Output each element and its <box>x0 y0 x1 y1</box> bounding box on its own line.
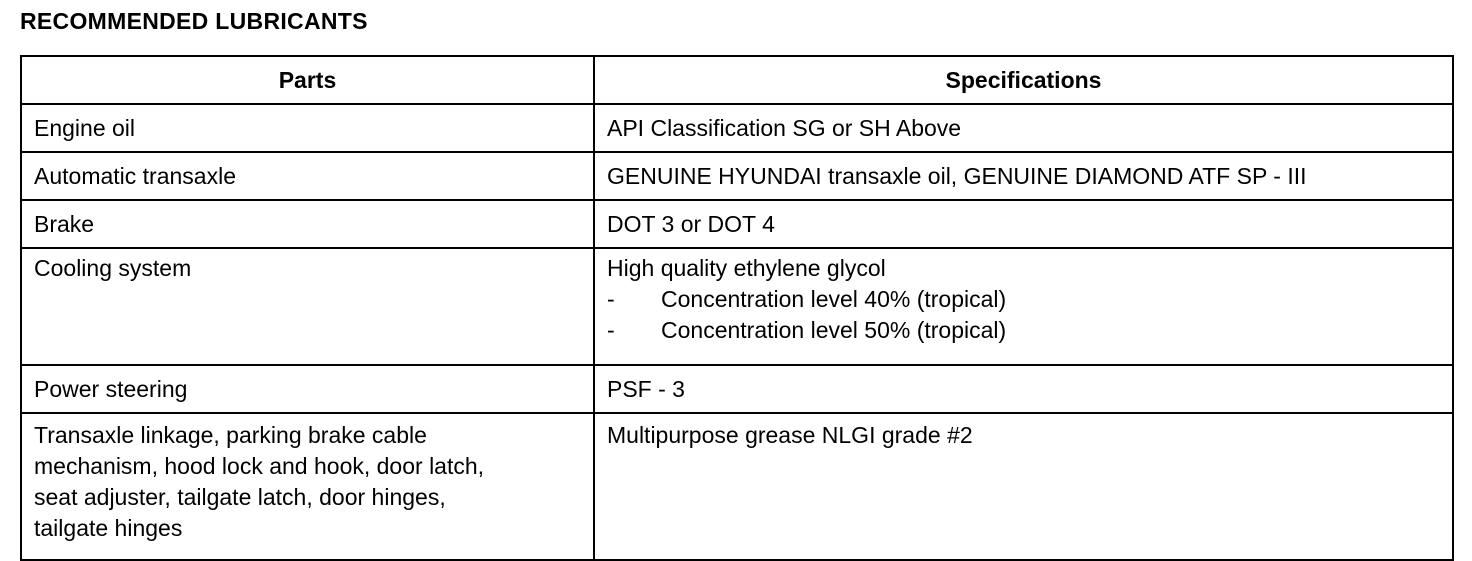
part-cell: Brake <box>21 200 594 248</box>
part-cell: Engine oil <box>21 104 594 152</box>
table-row-automatic-transaxle <box>21 152 1453 200</box>
table-row-brake <box>21 200 1453 248</box>
part-cell: Power steering <box>21 365 594 413</box>
part-cell: Cooling system <box>21 248 594 365</box>
spec-main-line: High quality ethylene glycol <box>607 255 886 281</box>
table-row-cooling-system <box>21 248 1453 365</box>
part-cell <box>21 413 594 560</box>
spec-cell: PSF - 3 <box>594 365 1453 413</box>
table-row-engine-oil <box>21 104 1453 152</box>
spec-cell: GENUINE HYUNDAI transaxle oil, GENUINE DIAMOND ATF SP - III <box>594 152 1453 200</box>
dash-bullet: - <box>607 286 615 312</box>
part-text: Transaxle linkage, parking brake cable mechanism, hood lock and hook, door latch, seat adjuster, tailgate latch, door hinges, tailgate hinges <box>34 422 485 541</box>
dash-bullet: - <box>607 317 615 343</box>
spec-cell: Multipurpose grease NLGI grade #2 <box>594 413 1453 560</box>
table-header-row <box>21 56 1453 104</box>
spec-bullet-line <box>607 315 1440 346</box>
header-specifications: Specifications <box>594 56 1453 104</box>
header-parts: Parts <box>21 56 594 104</box>
table-row-power-steering <box>21 365 1453 413</box>
spec-cell: API Classification SG or SH Above <box>594 104 1453 152</box>
lubricants-table <box>20 55 1454 561</box>
part-cell: Automatic transaxle <box>21 152 594 200</box>
page-title: RECOMMENDED LUBRICANTS <box>20 8 368 34</box>
bullet-text: Concentration level 50% (tropical) <box>661 317 1007 343</box>
table-row-grease-points <box>21 413 1453 560</box>
bullet-text: Concentration level 40% (tropical) <box>661 286 1007 312</box>
spec-cell: DOT 3 or DOT 4 <box>594 200 1453 248</box>
spec-cell <box>594 248 1453 365</box>
spec-bullet-line <box>607 284 1440 315</box>
